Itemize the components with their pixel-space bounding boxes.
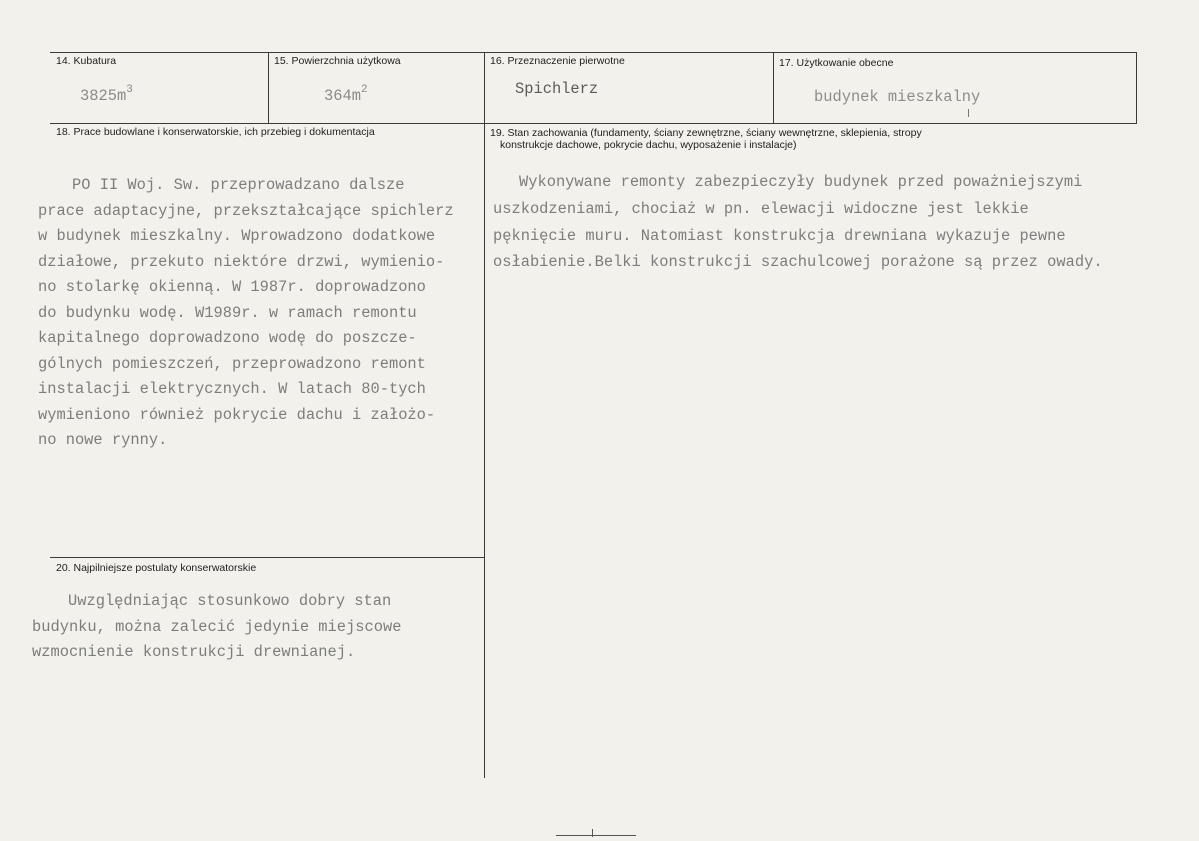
col-divider-2 xyxy=(484,52,485,778)
field-15-label: 15. Powierzchnia użytkowa xyxy=(274,55,401,67)
field-20-label: 20. Najpilniejsze postulaty konserwatorskie xyxy=(56,562,257,574)
f18-line: no stolarkę okienną. W 1987r. doprowadzono xyxy=(38,278,426,296)
f18-line: działowe, przekuto niektóre drzwi, wymienio- xyxy=(38,252,445,271)
kubatura-exponent: 3 xyxy=(126,84,133,96)
f20-line: Uwzględniając stosunkowo dobry stan xyxy=(68,592,392,610)
area-number: 364m xyxy=(324,87,361,105)
field-16-value: Spichlerz xyxy=(515,80,599,98)
field-15-value xyxy=(324,84,368,105)
field-17-label: 17. Użytkowanie obecne xyxy=(779,57,894,69)
right-border xyxy=(1136,52,1137,123)
f18-line: kapitalnego doprowadzono wodę do poszcze- xyxy=(38,329,417,347)
field-19-text xyxy=(493,170,1103,275)
field-19-label-cont: konstrukcje dachowe, pokrycie dachu, wyposażenie i instalacje) xyxy=(500,139,797,151)
f18-line: do budynku wodę. W1989r. w ramach remontu xyxy=(38,303,417,322)
col-divider-3 xyxy=(773,52,774,123)
f18-line: gólnych pomieszczeń, przeprowadzono remont xyxy=(38,354,426,373)
fold-tick xyxy=(592,829,593,837)
col-divider-1 xyxy=(268,52,269,123)
header-row-divider xyxy=(50,123,1137,124)
f18-line: prace adaptacyjne, przekształcające spichlerz xyxy=(38,201,454,220)
tick-mark xyxy=(968,109,969,117)
f19-line: uszkodzeniami, chociaż w pn. elewacji widoczne jest lekkie xyxy=(493,199,1029,218)
f18-line: instalacji elektrycznych. W latach 80-tych xyxy=(38,380,426,398)
f20-line: wzmocnienie konstrukcji drewnianej. xyxy=(32,643,356,661)
f18-line: w budynek mieszkalny. Wprowadzono dodatkowe xyxy=(38,227,436,245)
f18-line: wymieniono również pokrycie dachu i założo- xyxy=(38,405,436,424)
f20-line: budynku, można zalecić jedynie miejscowe xyxy=(32,617,402,636)
field-14-value xyxy=(80,84,133,105)
kubatura-number: 3825m xyxy=(80,87,127,105)
f18-line: no nowe rynny. xyxy=(38,431,168,449)
f19-line: pęknięcie muru. Natomiast konstrukcja drewniana wykazuje pewne xyxy=(493,226,1066,245)
field-18-text xyxy=(38,173,454,454)
fold-mark xyxy=(556,835,636,836)
field-14-label: 14. Kubatura xyxy=(56,55,117,67)
f19-line: Wykonywane remonty zabezpieczyły budynek przed poważniejszymi xyxy=(519,173,1083,191)
f19-line: osłabienie.Belki konstrukcji szachulcowej porażone są przez owady. xyxy=(493,252,1103,271)
f18-line: PO II Woj. Sw. przeprowadzano dalsze xyxy=(72,176,405,194)
field-20-text xyxy=(32,589,401,666)
area-exponent: 2 xyxy=(360,84,368,96)
field-18-label: 18. Prace budowlane i konserwatorskie, ich przebieg i dokumentacja xyxy=(56,126,375,138)
section-20-divider xyxy=(50,557,484,558)
top-border xyxy=(50,52,1137,53)
field-17-value: budynek mieszkalny xyxy=(814,88,981,106)
field-16-label: 16. Przeznaczenie pierwotne xyxy=(490,55,625,67)
field-19-label: 19. Stan zachowania (fundamenty, ściany zewnętrzne, ściany wewnętrzne, sklepienia, stropy xyxy=(490,127,922,139)
